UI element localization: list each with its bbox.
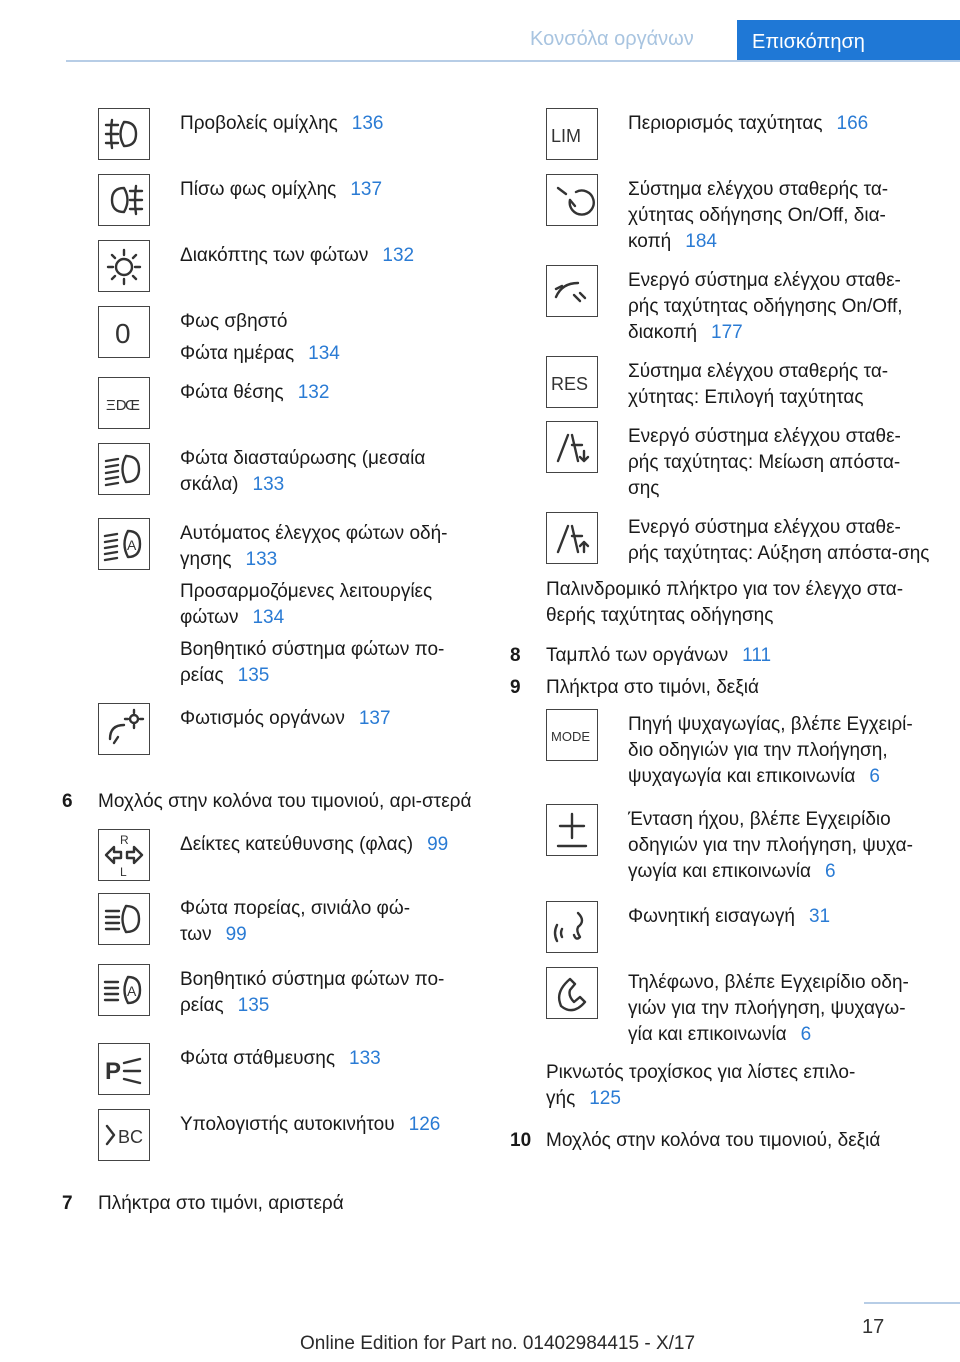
spacer	[510, 160, 930, 174]
item-description	[180, 893, 472, 954]
icon-list-item	[62, 1109, 472, 1161]
description-text: Φωνητική εισαγωγή	[628, 906, 795, 927]
mode-icon	[546, 709, 598, 761]
page-reference-link[interactable]: 31	[808, 906, 831, 927]
icon-list-item	[62, 174, 472, 226]
item-description	[628, 967, 930, 1054]
description-text: Ενεργό σύστημα ελέγχου σταθε-ρής ταχύτητας: Μείωση απόστα-σης	[628, 426, 901, 499]
page-reference-link[interactable]: 184	[685, 231, 717, 252]
page-reference-link[interactable]: 132	[297, 382, 330, 403]
item-description	[180, 703, 391, 738]
description-line	[180, 706, 391, 732]
onboard-computer-icon	[98, 1109, 150, 1161]
icon-list-item	[62, 377, 472, 429]
spacer	[62, 1095, 472, 1109]
item-text	[546, 1128, 880, 1154]
spacer	[62, 504, 472, 518]
item-description	[180, 829, 448, 864]
header-rule	[66, 60, 960, 62]
description-line	[180, 1046, 381, 1072]
spacer	[62, 954, 472, 964]
description-text: Αυτόματος έλεγχος φώτων οδή-γησης	[180, 523, 448, 570]
description-text: Φωτισμός οργάνων	[180, 708, 345, 729]
spacer	[510, 891, 930, 901]
cruise-control-icon	[546, 174, 598, 226]
description-line	[628, 111, 868, 137]
resume-icon	[546, 356, 598, 408]
page-reference-link[interactable]: 99	[225, 924, 247, 945]
spacer	[510, 701, 930, 709]
page-reference-link[interactable]: 134	[252, 607, 285, 628]
description-line	[628, 268, 930, 346]
lights-off-icon	[98, 306, 150, 358]
description-text: Ένταση ήχου, βλέπε Εγχειρίδιο οδηγιών για την πλοήγηση, ψυχα-γωγία και επικοινωνία	[628, 809, 913, 882]
svg-text:R: R	[120, 833, 129, 847]
page-number: 17	[862, 1316, 885, 1338]
description-line	[180, 832, 448, 858]
item-description	[628, 709, 930, 796]
description-text: Σύστημα ελέγχου σταθερής τα-χύτητας: Επιλογή ταχύτητας	[628, 361, 889, 408]
item-description	[180, 174, 382, 209]
icon-list-item	[62, 306, 472, 373]
spacer	[62, 226, 472, 240]
description-line	[180, 1112, 440, 1138]
page-reference-link[interactable]: 126	[408, 1114, 441, 1135]
description-line	[180, 341, 340, 367]
icon-list-item	[62, 1043, 472, 1095]
icon-list-item	[62, 518, 472, 695]
description-text: Δείκτες κατεύθυνσης (φλας)	[180, 834, 414, 855]
active-cruise-control-icon	[546, 265, 598, 317]
description-text: Βοηθητικό σύστημα φώτων πο-ρείας	[180, 639, 445, 686]
instrument-lighting-icon	[98, 703, 150, 755]
spacer	[62, 160, 472, 174]
description-line	[628, 359, 930, 411]
icon-list-item	[510, 709, 930, 796]
icon-list-item	[62, 443, 472, 504]
svg-text:A: A	[127, 537, 137, 553]
description-text: Πίσω φως ομίχλης	[180, 179, 337, 200]
description-text: Φώτα στάθμευσης	[180, 1048, 335, 1069]
svg-text:L: L	[120, 865, 127, 879]
item-number: 7	[62, 1193, 73, 1214]
icon-list-item	[510, 174, 930, 261]
spacer	[510, 629, 930, 643]
svg-text:A: A	[127, 983, 137, 999]
svg-text:P: P	[105, 1058, 122, 1085]
spacer	[62, 695, 472, 703]
description-text: Βοηθητικό σύστημα φώτων πο-ρείας	[180, 969, 445, 1016]
description-line	[628, 177, 930, 255]
thumbwheel-text: Ρικνωτός τροχίσκος για λίστες επιλο-γής	[546, 1062, 856, 1109]
spacer	[62, 755, 472, 789]
description-text: Διακόπτης των φώτων	[180, 245, 369, 266]
icon-list-item	[62, 240, 472, 292]
page-reference-link[interactable]: 137	[350, 179, 383, 200]
parking-lights-icon	[98, 377, 150, 429]
section-title: Κονσόλα οργάνων	[530, 28, 694, 50]
description-text: Φώτα πορείας, σινιάλο φώ-των	[180, 898, 411, 945]
item-label: Ταμπλό των οργάνων	[546, 645, 729, 666]
edition-note: Online Edition for Part no. 01402984415 - X/17	[300, 1333, 696, 1354]
description-text: Υπολογιστής αυτοκινήτου	[180, 1114, 395, 1135]
item-number: 6	[62, 791, 73, 812]
description-text: Προσαρμοζόμενες λειτουργίες φώτων	[180, 581, 433, 628]
numbered-item	[510, 675, 930, 701]
description-line	[628, 515, 930, 567]
item-label: Πλήκτρα στο τιμόνι, αριστερά	[98, 1193, 344, 1214]
item-description	[628, 356, 930, 417]
page-reference-link[interactable]: 135	[237, 665, 270, 686]
icon-list-item	[62, 108, 472, 160]
page-reference-link[interactable]: 134	[308, 343, 340, 364]
voice-input-icon	[546, 901, 598, 953]
item-number: 9	[510, 677, 521, 698]
item-text	[98, 789, 471, 815]
high-beam-assistant-icon	[98, 964, 150, 1016]
item-description	[628, 174, 930, 261]
icon-list-item	[62, 893, 472, 954]
light-switch-icon	[98, 240, 150, 292]
description-line	[628, 970, 930, 1048]
description-text: Σύστημα ελέγχου σταθερής τα-χύτητας οδήγησης On/Off, δια-κοπή	[628, 179, 889, 252]
svg-text:Œ: Œ	[125, 397, 140, 414]
page-reference-link[interactable]: 6	[869, 766, 880, 787]
description-text: Ενεργό σύστημα ελέγχου σταθε-ρής ταχύτητας: Αύξηση απόστα-σης	[628, 517, 930, 564]
page-reference-link[interactable]: 6	[824, 861, 836, 882]
item-description	[628, 804, 930, 891]
svg-text:RES: RES	[551, 374, 589, 394]
description-text: Τηλέφωνο, βλέπε Εγχειρίδιο οδη-γιών για την πλοήγηση, ψυχαγω-γία και επικοινωνία	[628, 972, 909, 1045]
spacer	[510, 953, 930, 967]
low-beam-icon	[98, 443, 150, 495]
icon-list-item	[510, 901, 930, 953]
footer-rule	[864, 1302, 960, 1304]
item-description	[628, 421, 930, 508]
description-text: Φώτα ημέρας	[180, 343, 295, 364]
description-line	[180, 111, 384, 137]
item-description	[180, 108, 384, 143]
description-text: Φώτα διασταύρωσης (μεσαία σκάλα)	[180, 448, 426, 495]
volume-icon	[546, 804, 598, 856]
front-fog-light-icon	[98, 108, 150, 160]
page-reference-link[interactable]: 166	[836, 113, 869, 134]
numbered-item	[510, 1128, 930, 1154]
icon-list-item	[510, 356, 930, 417]
page-reference-link[interactable]: 135	[237, 995, 270, 1016]
item-description	[180, 964, 472, 1025]
item-text	[546, 675, 759, 701]
icon-list-item	[62, 829, 472, 881]
item-description	[180, 1043, 381, 1078]
icon-list-item	[62, 703, 472, 755]
item-description	[180, 518, 472, 695]
description-text: Ενεργό σύστημα ελέγχου σταθε-ρής ταχύτητας οδήγησης On/Off, διακοπή	[628, 270, 903, 343]
item-description	[628, 265, 930, 352]
page-reference-link[interactable]: 132	[382, 245, 415, 266]
item-text	[546, 643, 771, 669]
icon-list-item	[510, 108, 930, 160]
description-line	[180, 243, 414, 269]
numbered-item	[510, 643, 930, 669]
description-line	[180, 177, 382, 203]
high-beam-icon	[98, 893, 150, 945]
item-description	[628, 108, 868, 143]
icon-list-item	[510, 265, 930, 352]
phone-icon	[546, 967, 598, 1019]
left-column	[62, 108, 472, 1217]
page-reference-link[interactable]: 177	[711, 322, 743, 343]
description-text: Πηγή ψυχαγωγίας, βλέπε Εγχειρί-διο οδηγιών για την πλοήγηση, ψυχαγωγία και επικοινωνία	[628, 714, 913, 787]
description-line	[628, 807, 930, 885]
icon-list-item	[510, 804, 930, 891]
item-number: 10	[510, 1130, 532, 1151]
svg-text:ΞD: ΞD	[106, 397, 127, 414]
item-description	[180, 377, 329, 412]
page-reference-link[interactable]: 125	[589, 1088, 621, 1109]
item-label: Πλήκτρα στο τιμόνι, δεξιά	[546, 677, 759, 698]
icon-list-item	[62, 964, 472, 1025]
description-text: Προβολείς ομίχλης	[180, 113, 338, 134]
svg-text:LIM: LIM	[551, 126, 582, 146]
description-line	[180, 446, 472, 498]
page-reference-link[interactable]: 6	[800, 1024, 812, 1045]
speed-limiter-icon	[546, 108, 598, 160]
description-line	[180, 579, 472, 631]
page-reference-link[interactable]: 136	[351, 113, 384, 134]
page-reference-link[interactable]: 137	[358, 708, 391, 729]
description-line	[180, 380, 329, 406]
description-line	[180, 309, 340, 335]
description-text: Φώτα θέσης	[180, 382, 284, 403]
page-reference-link[interactable]: 133	[245, 549, 278, 570]
description-line	[180, 521, 472, 573]
spacer	[62, 292, 472, 306]
description-line	[180, 896, 472, 948]
numbered-item	[62, 789, 472, 815]
description-line	[628, 904, 830, 930]
rear-fog-light-icon	[98, 174, 150, 226]
icon-list-item	[510, 512, 930, 573]
item-description	[180, 240, 414, 275]
page-reference-link[interactable]: 133	[349, 1048, 381, 1069]
description-line	[180, 637, 472, 689]
spacer	[62, 815, 472, 829]
item-description	[628, 901, 830, 936]
description-line	[180, 967, 472, 1019]
item-description	[628, 512, 930, 573]
spacer	[62, 881, 472, 893]
page-reference-link[interactable]: 133	[252, 474, 285, 495]
spacer	[62, 429, 472, 443]
description-line	[628, 424, 930, 502]
page-header	[0, 0, 960, 64]
svg-text:0: 0	[115, 318, 131, 349]
turn-signal-icon	[98, 829, 150, 881]
chapter-tab: Επισκόπηση	[737, 20, 960, 60]
item-number: 8	[510, 645, 521, 666]
spacer	[510, 1112, 930, 1128]
item-description	[180, 306, 340, 373]
right-column	[510, 108, 930, 1154]
description-text: Φως σβηστό	[180, 311, 288, 332]
svg-text:BC: BC	[118, 1127, 144, 1147]
distance-decrease-icon	[546, 421, 598, 473]
auto-headlight-icon	[98, 518, 150, 570]
description-line	[628, 712, 930, 790]
rocker-description: Παλινδρομικό πλήκτρο για τον έλεγχο στα-θερής ταχύτητας οδήγησης	[546, 579, 904, 626]
page-reference-link[interactable]: 99	[427, 834, 449, 855]
spacer	[62, 1161, 472, 1191]
description-text: Περιορισμός ταχύτητας	[628, 113, 823, 134]
spacer	[62, 1025, 472, 1043]
spacer	[510, 796, 930, 804]
parking-light-icon	[98, 1043, 150, 1095]
item-label: Μοχλός στην κολόνα του τιμονιού, αρι-στερά	[98, 791, 472, 812]
distance-increase-icon	[546, 512, 598, 564]
icon-list-item	[510, 967, 930, 1054]
thumbwheel-description	[546, 1060, 930, 1112]
item-text	[98, 1191, 344, 1217]
page-reference-link[interactable]: 111	[742, 645, 772, 666]
item-description	[180, 443, 472, 504]
svg-text:MODE: MODE	[551, 729, 590, 744]
item-description	[180, 1109, 440, 1144]
icon-list-item	[510, 421, 930, 508]
numbered-item	[62, 1191, 472, 1217]
item-label: Μοχλός στην κολόνα του τιμονιού, δεξιά	[546, 1130, 881, 1151]
